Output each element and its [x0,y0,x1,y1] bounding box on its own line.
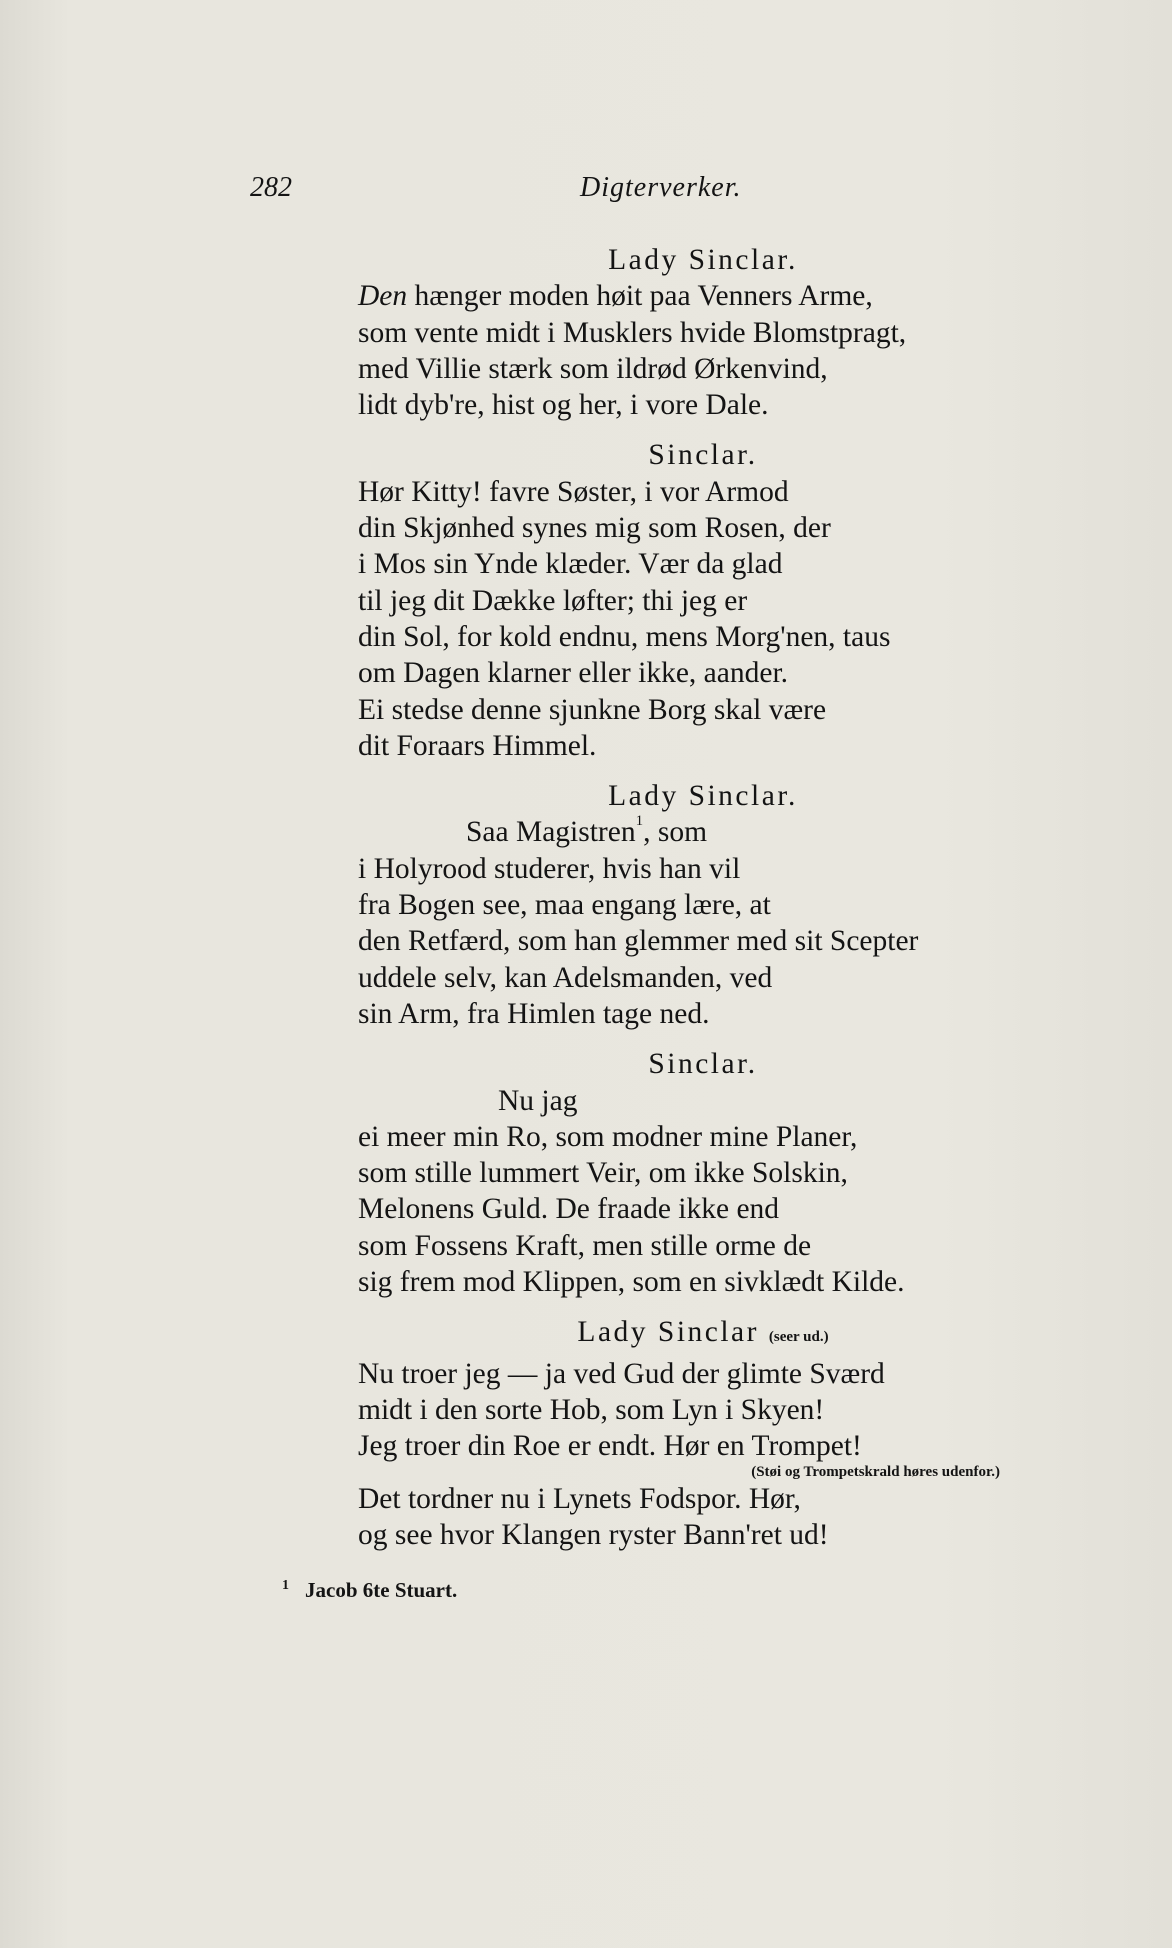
emphasized-word: Den [358,280,408,313]
verse-line: Nu jag [498,1084,578,1117]
speaker-name: Sinclar. [648,439,758,472]
verse-line: Jeg troer din Roe er endt. Hør en Trompet! [358,1430,862,1463]
verse-line: i Holyrood studerer, hvis han vil [358,852,741,885]
verse-line: Hør Kitty! favre Søster, i vor Armod [358,475,789,508]
footnote [282,1578,457,1603]
verse-line: og see hvor Klangen ryster Bann'ret ud! [358,1518,829,1551]
verse-line: til jeg dit Dække løfter; thi jeg er [358,584,748,617]
verse-line: i Mos sin Ynde klæder. Vær da glad [358,548,783,581]
verse-line: sig frem mod Klippen, som en sivklædt Kilde. [358,1266,905,1299]
verse-line: om Dagen klarner eller ikke, aander. [358,657,789,690]
speaker-name: Lady Sinclar. [608,780,798,813]
speaker-name: Sinclar. [648,1048,758,1081]
verse-line: Saa Magistren$^1$, som [466,813,708,849]
page-header [0,172,1172,212]
verse-line: fra Bogen see, maa engang lære, at [358,889,771,922]
verse-line: som stille lummert Veir, om ikke Solskin, [358,1157,848,1190]
verse-line: sin Arm, fra Himlen tage ned. [358,997,710,1030]
verse-line: den Retfærd, som han glemmer med sit Scepter [358,925,919,958]
speaker-name: Lady Sinclar. [608,244,798,276]
verse-line: som vente midt i Musklers hvide Blomstpragt, [358,316,907,349]
footnote-marker: 1 [282,1578,289,1593]
stage-direction: (seer ud.) [768,1329,829,1346]
verse-line: din Skjønhed synes mig som Rosen, der [358,512,831,545]
verse-line: midt i den sorte Hob, som Lyn i Skyen! [358,1393,825,1426]
verse-line: Det tordner nu i Lynets Fodspor. Hør, [358,1482,801,1515]
verse-line: med Villie stærk som ildrød Ørkenvind, [358,352,828,385]
verse-line: Nu troer jeg — ja ved Gud der glimte Sværd [358,1357,885,1390]
play-text [358,242,1018,1553]
footnote-text: Jacob 6te Stuart. [305,1578,458,1602]
footnote-reference: 1 [635,813,644,830]
verse-line: din Sol, for kold endnu, mens Morg'nen, taus [358,620,891,653]
page-number: 282 [250,172,292,203]
running-title: Digterverker. [580,172,742,203]
verse-line: uddele selv, kan Adelsmanden, ved [358,961,773,994]
stage-direction: (Støi og Trompetskrald høres udenfor.) [751,1463,1000,1480]
verse-line: som Fossens Kraft, men stille orme de [358,1229,812,1262]
verse-line: Melonens Guld. De fraade ikke end [358,1193,780,1226]
verse-line: Ei stedse denne sjunkne Borg skal være [358,693,827,726]
speaker-name: Lady Sinclar (seer ud.) [577,1316,829,1349]
verse-line: ei meer min Ro, som modner mine Planer, [358,1120,858,1153]
verse-line: lidt dyb're, hist og her, i vore Dale. [358,389,769,422]
verse-line: dit Foraars Himmel. [358,729,597,762]
verse-line: Den hænger moden høit paa Venners Arme, [358,280,873,313]
